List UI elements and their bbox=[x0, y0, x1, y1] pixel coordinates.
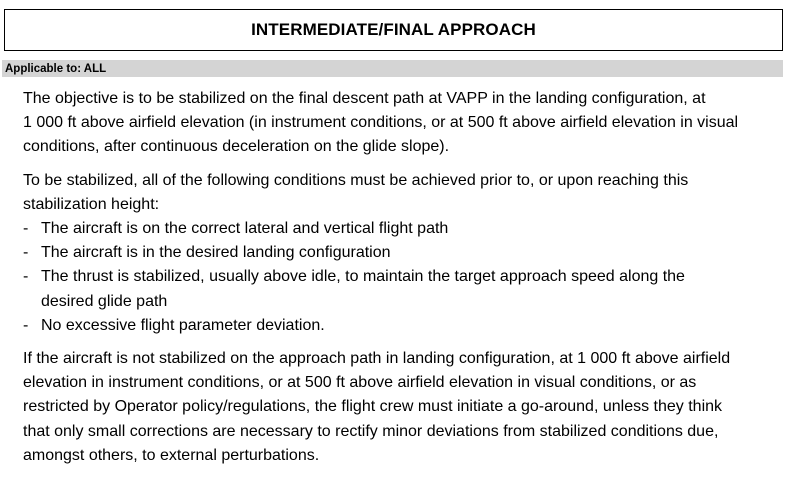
paragraph-line: If the aircraft is not stabilized on the approach path in landing configuration, at 1 000 ft above airfield bbox=[23, 350, 731, 368]
paragraph-line: The objective is to be stabilized on the final descent path at VAPP in the landing configuration, at bbox=[23, 90, 706, 107]
paragraph-line: stabilization height: bbox=[23, 195, 160, 213]
paragraph-line: 1 000 ft above airfield elevation (in instrument conditions, or at 500 ft above airfield elevation in visual bbox=[23, 114, 739, 132]
paragraph-line: amongst others, to external perturbations. bbox=[23, 446, 320, 464]
applicability-bar bbox=[2, 60, 783, 77]
condition-text: The thrust is stabilized, usually above idle, to maintain the target approach speed along the bbox=[41, 268, 685, 286]
dash-marker: - bbox=[23, 244, 29, 262]
dash-marker: - bbox=[23, 316, 29, 334]
condition-item bbox=[23, 241, 793, 265]
objective-paragraph bbox=[23, 87, 793, 160]
section-title-box bbox=[4, 9, 783, 51]
paragraph-line: To be stabilized, all of the following conditions must be achieved prior to, or upon reaching this bbox=[23, 171, 689, 189]
condition-text: desired glide path bbox=[41, 292, 168, 310]
condition-item bbox=[23, 314, 793, 338]
conditions-intro bbox=[23, 169, 793, 217]
applicability-label: Applicable to: ALL bbox=[5, 62, 107, 75]
dash-marker: - bbox=[23, 220, 29, 238]
paragraph-line: restricted by Operator policy/regulations, the flight crew must initiate a go-around, unless they think bbox=[23, 398, 723, 416]
condition-text: The aircraft is in the desired landing configuration bbox=[41, 244, 391, 262]
paragraph-line: elevation in instrument conditions, or at 500 ft above airfield elevation in visual conditions, or as bbox=[23, 374, 697, 392]
stabilization-conditions bbox=[23, 169, 793, 338]
procedure-body bbox=[23, 87, 793, 468]
go-around-paragraph bbox=[23, 347, 793, 468]
condition-item bbox=[23, 217, 793, 241]
section-title: INTERMEDIATE/FINAL APPROACH bbox=[251, 20, 536, 39]
dash-marker: - bbox=[23, 268, 29, 286]
condition-text: No excessive flight parameter deviation. bbox=[41, 316, 325, 334]
condition-item bbox=[23, 265, 793, 313]
paragraph-line: that only small corrections are necessary to rectify minor deviations from stabilized conditions due, bbox=[23, 422, 719, 440]
paragraph-line: conditions, after continuous deceleration on the glide slope). bbox=[23, 138, 450, 156]
condition-text: The aircraft is on the correct lateral and vertical flight path bbox=[41, 220, 449, 238]
conditions-list bbox=[23, 217, 793, 338]
